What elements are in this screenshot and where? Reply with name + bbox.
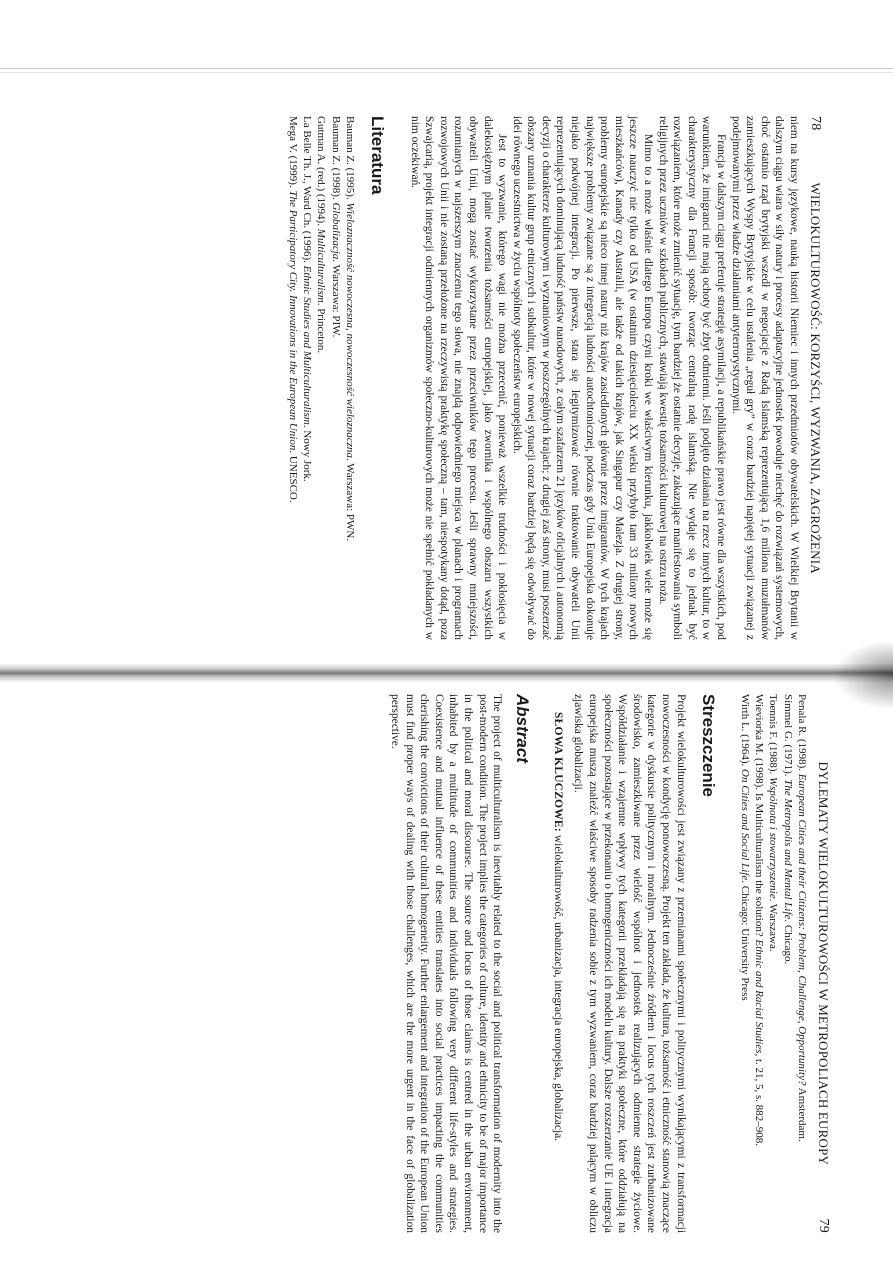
keywords-text: wielokulturowość, urbanizacja, integracja europejska, globalizacja. bbox=[551, 832, 564, 1142]
bib-entry: Bauman Z. (1998). Globalizacja. Warszawa: PIW. bbox=[329, 116, 342, 338]
section-heading-literatura: Literatura bbox=[367, 116, 387, 195]
keywords-label: SŁOWA KLUCZOWE: bbox=[551, 712, 564, 833]
bib-entry: Wieviorka M. (1998). Is Multiculturalism the solution? Ethnic and Racial Studies, t. 21, 5, s. 882–908. bbox=[753, 694, 766, 1147]
page-number: 79 bbox=[816, 1218, 831, 1233]
running-head bbox=[809, 694, 831, 1233]
paragraph: Projekt wielokulturowości jest związany z przemianami społecznymi i politycznymi wynikającymi z transformacji nowoczesności w kondycję ponowoczesną. Projekt ten zakłada, że kultura, tożsamość i etniczność stanowią znaczące kategorie w dyskursie politycznym i moralnym. Jednocześnie źródłem i locus tych roszczeń jest zurbanizowane środowisko, zamieszkiwane przez wielość wspólnot i jednostek realizujących odmienne strategie życiowe. Współdziałanie i wzajemne wpływy tych kategorii przekładają się na praktyki społeczne, które oddziałują na społeczności pozostające w przekonaniu o homogeniczności ich modelu kultury. Dalsze rozszerzanie UE i integracja europejska muszą znaleźć właściwe sposoby radzenia sobie z tym wyzwaniem, coraz bardziej palącym w obliczu zjawiska globalizacji. bbox=[572, 694, 687, 1233]
running-head-title: DYLEMATY WIELOKULTUROWOŚCI W METROPOLIACH EUROPY bbox=[816, 761, 831, 1166]
scan-artifact-line bbox=[0, 68, 893, 69]
bib-entry: Bauman Z. (1995). Wieloznaczność nowoczesna, nowoczesność wieloznaczna. Warszawa: PWN. bbox=[343, 116, 356, 542]
bib-entry: Simmel G. (1971). The Metropolis and Mental Life. Chicago. bbox=[781, 694, 794, 965]
running-head-title: WIELOKULTUROWOŚĆ: KORZYŚCI, WYZWANIA, ZAGROŻENIA bbox=[808, 182, 823, 574]
paragraph: Francja w dalszym ciągu preferuje strategię asymilacji, a republikańskie prawo jest równe dla wszystkich, pod warunkiem, że imigranci nie mają ochoty być zbyt odmienni. Jeśli podjęto działania na rzecz innych kultur, to w charakterystyczny dla Francji sposób: tworząc centralną radę islamską. Nie wydaje się to jednak być rozwiązaniem, które może zmienić sytuację, tym bardziej że ostatnie decyzje, zakazujące manifestowania symboli religijnych przez uczniów w szkołach publicznych, stawiają kwestię tożsamości kulturowej na ostrzu noża. bbox=[656, 116, 728, 640]
bibliography bbox=[285, 116, 356, 640]
keywords-line bbox=[550, 694, 565, 1233]
page-number: 78 bbox=[808, 116, 823, 131]
section-heading-streszczenie: Streszczenie bbox=[698, 694, 718, 797]
abstract-body bbox=[387, 694, 504, 1233]
bib-entry: Penala R. (1998). European Cities and their Citizens: Problem, Challenge, Opportunity? Amsterdam. bbox=[796, 694, 808, 1142]
bib-entry: Wirth L. (1964). On Cities and Social Life. Chicago: University Press bbox=[738, 694, 751, 1001]
paragraph: The project of multiculturalism is inevitably related to the social and political transformation of modernity into the post-modern condition. The project implies the categories of culture, identity and ethnicity to be of major importance in the political and moral discourse. The source and locus of those claims is centred in the urban environment, inhabited by a multitude of communities and individuals following very different life-styles and strategies. Coexistence and mutual influence of these entities translates into social practices impacting the communities cherishing the convictions of their cultural homogeneity. Further enlargement and integration of the European Union must find proper ways of dealing with those challenges, which are the more urgent in the face of globalization perspective. bbox=[389, 694, 504, 1233]
page-79 bbox=[71, 676, 831, 1251]
scan-artifact-line bbox=[0, 72, 893, 73]
paragraph: Mimo to a może właśnie dlatego Europa czyni kroki we właściwym kierunku, jakkolwiek wiele może się jeszcze nauczyć nie tylko od USA (w ostatnim dziesięcioleciu XX wieku przybyło tam 33 miliony nowych mieszkańców), Kanady czy Australii, ale także od takich krajów, jak Singapur czy Malezja. Z drugiej strony, problemy europejskie są nieco innej natury niż krajów zasiedlonych głównie przez imigrantów. W tych krajach największe problemy związane są z integracją ludności autochtonicznej, podczas gdy Unia Europejska dokonuje niejako podwójnej integracji. Po pierwsze, stara się legitymizować równie traktowanie obywateli Unii reprezentujących dominującą ludność państw narodowych, z całym szafarzem 21 języków oficjalnych i autonomią decyzji o charakterze kulturowym i wyznaniowym w poszczególnych krajach; z drugiej zaś strony, musi poszerzać obszary uznania kultur grup etnicznych i subkultur, które w nowej sytuacji coraz bardziej będą się odwoływać do idei równego uczestnictwa w życiu wspólnoty społeczeństw europejskich. bbox=[510, 116, 655, 640]
streszczenie-body bbox=[550, 694, 687, 1233]
running-head bbox=[801, 116, 823, 640]
bib-entry: Mega V. (1999). The Participatory City. Innovations in the European Union. UNESCO. bbox=[286, 116, 299, 503]
bib-entry: Toennis F. (1988). Wspólnota i stowarzyszenie. Warszawa. bbox=[767, 694, 780, 952]
binding-shadow bbox=[833, 640, 893, 710]
section-heading-abstract: Abstract bbox=[513, 694, 533, 763]
bibliography bbox=[738, 694, 809, 1233]
bib-entry: La Belle Th. J., Ward Ch. (1996). Ethnic Studies and Multiculturalism. Nowy Jork. bbox=[301, 116, 314, 482]
body-text bbox=[407, 116, 801, 640]
paragraph: niem na kursy językowe, nauką historii Niemiec i innych przedmiotów obywatelskich. W Wielkiej Brytanii w dalszym ciągu wiara w siły natury i procesy adaptacyjne jednostek powoduje niechęć do rozwiązań systemowych, choć ostatnio rząd brytyjski wszedł w negocjacje z Radą Islamską reprezentującą 1,6 miliona muzułmanów zamieszkujących Wyspy Brytyjskie w celu ustalenia „reguł gry” w coraz bardziej napiętej sytuacji związanej z podejmowanymi przez władze działaniami antyterrorystycznymi. bbox=[729, 116, 800, 640]
paragraph: Jest to wyzwanie, którego wagi nie można przecenić, ponieważ wszelkie trudności i pokłosięcia w dalekosiężnym planie tworzenia tożsamości europejskiej, jako zwornika i wspólnego obszaru wszystkich obywateli Unii, mogą zostać wykorzystane przez przeciwników tego procesu. Jeśli sprawny mniejszości, rozumianych w najszerszym znaczeniu tego słowa, nie znajdą odpowiedniego miejsca w planach i programach rozwojowych Unii i nie zostaną przełożone na rzeczywistą praktykę społeczną – tam, niespotykany dotąd, poza Szwajcarią, projekt integracji odmiennych organizmów społeczno-kulturowych może nie spełnić pokładanych w nim oczekiwań. bbox=[408, 116, 509, 640]
page-78 bbox=[63, 98, 823, 658]
bib-entry: Gutman A. (red.) (1994). Multiculturalism. Princeton. bbox=[315, 116, 328, 354]
